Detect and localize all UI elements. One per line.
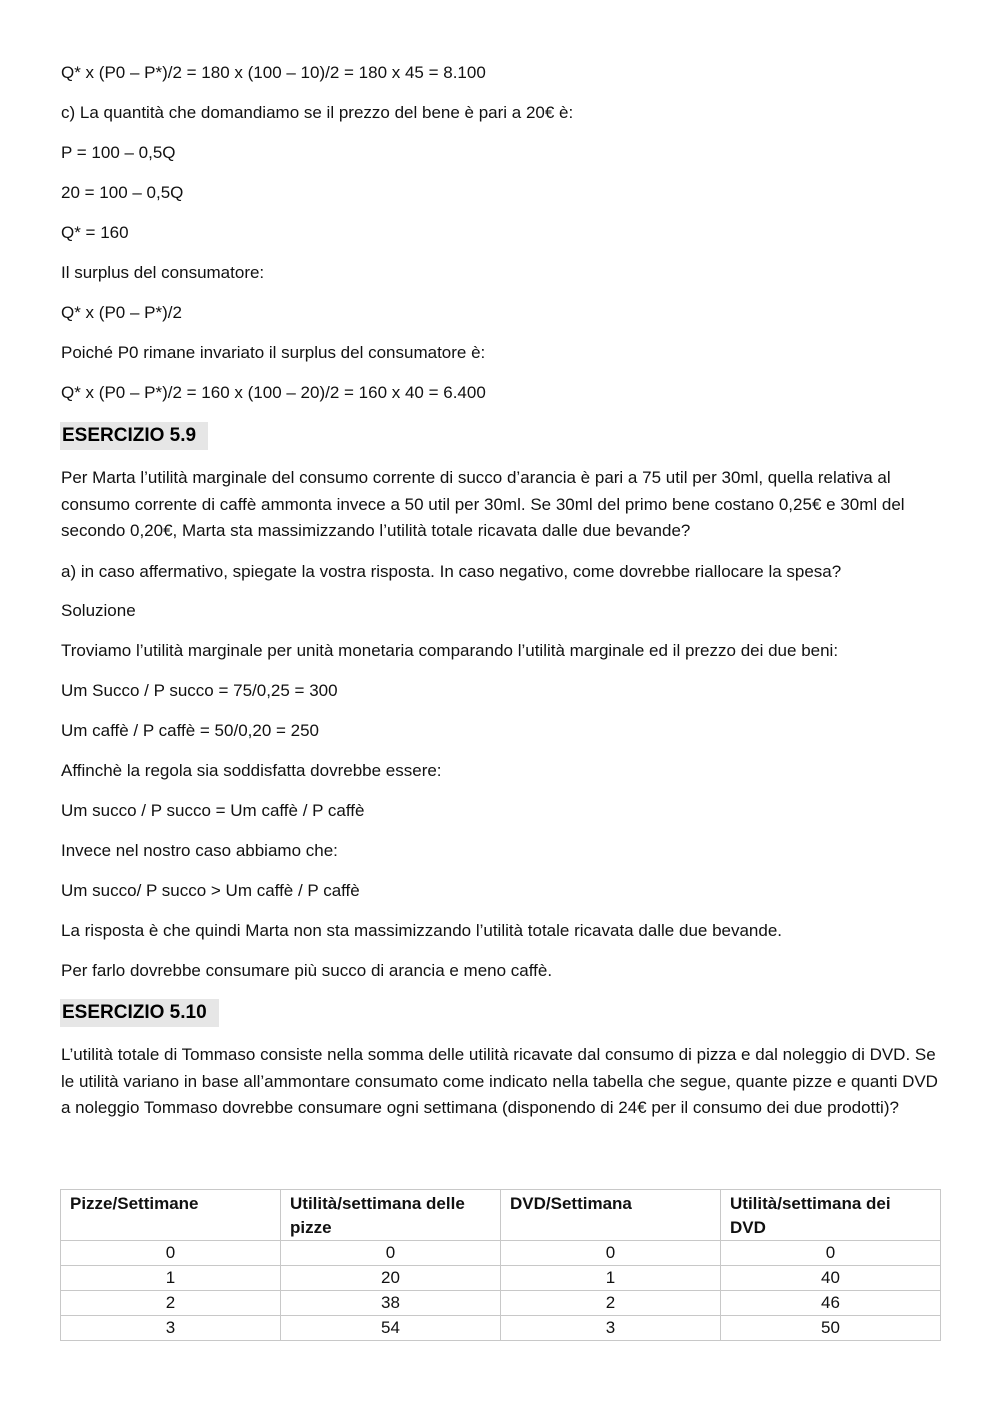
text-line: c) La quantità che domandiamo se il prezzo del bene è pari a 20€ è: <box>61 103 574 122</box>
table-row <box>61 1241 941 1266</box>
table-header-cell: Pizze/Settimane <box>61 1190 281 1241</box>
formula-line: Q* x (P0 – P*)/2 <box>61 303 182 322</box>
table-cell: 54 <box>281 1316 501 1341</box>
question-line: a) in caso affermativo, spiegate la vostra risposta. In caso negativo, come dovrebbe riallocare la spesa? <box>61 562 842 581</box>
text-line: Affinchè la regola sia soddisfatta dovrebbe essere: <box>61 761 442 780</box>
formula-line: Um Succo / P succo = 75/0,25 = 300 <box>61 681 338 700</box>
formula-line: 20 = 100 – 0,5Q <box>61 183 184 202</box>
text-line: Il surplus del consumatore: <box>61 263 265 282</box>
table-header-cell: DVD/Settimana <box>501 1190 721 1241</box>
table-cell: 0 <box>721 1241 941 1266</box>
table-cell: 1 <box>61 1266 281 1291</box>
text-line: Per farlo dovrebbe consumare più succo di arancia e meno caffè. <box>61 961 553 980</box>
table-header-row <box>61 1190 941 1241</box>
text-line: Poiché P0 rimane invariato il surplus del consumatore è: <box>61 343 486 362</box>
formula-line: Um caffè / P caffè = 50/0,20 = 250 <box>61 721 320 740</box>
table-cell: 2 <box>501 1291 721 1316</box>
solution-label: Soluzione <box>61 601 136 620</box>
table-cell: 38 <box>281 1291 501 1316</box>
exercise-heading: ESERCIZIO 5.10 <box>60 999 219 1027</box>
exercise-intro: Per Marta l’utilità marginale del consumo corrente di succo d’arancia è pari a 75 util per 30ml, quella relativa al consumo corrente di caffè ammonta invece a 50 util per 30ml. Se 30ml del primo bene costano 0,25€ e 30ml del secondo 0,20€, Marta sta massimizzando l’utilità totale ricavata dalle due bevande? <box>61 468 905 540</box>
table-cell: 46 <box>721 1291 941 1316</box>
table-cell: 0 <box>281 1241 501 1266</box>
table-cell: 20 <box>281 1266 501 1291</box>
formula-line: Q* x (P0 – P*)/2 = 180 x (100 – 10)/2 = 180 x 45 = 8.100 <box>61 63 486 82</box>
formula-line: Q* = 160 <box>61 223 129 242</box>
exercise-heading: ESERCIZIO 5.9 <box>60 422 208 450</box>
table-cell: 1 <box>501 1266 721 1291</box>
table-cell: 3 <box>61 1316 281 1341</box>
table-row <box>61 1316 941 1341</box>
table-header-cell: Utilità/settimana dei DVD <box>721 1190 941 1241</box>
exercise-intro: L’utilità totale di Tommaso consiste nella somma delle utilità ricavate dal consumo di pizza e dal noleggio di DVD. Se le utilità variano in base all’ammontare consumato come indicato nella tabella che segue, quante pizze e quanti DVD a noleggio Tommaso dovrebbe consumare ogni settimana (disponendo di 24€ per il consumo dei due prodotti)? <box>61 1045 938 1117</box>
table-cell: 0 <box>501 1241 721 1266</box>
table-cell: 50 <box>721 1316 941 1341</box>
text-line: Troviamo l’utilità marginale per unità monetaria comparando l’utilità marginale ed il prezzo dei due beni: <box>61 641 839 660</box>
table-cell: 40 <box>721 1266 941 1291</box>
table-row <box>61 1266 941 1291</box>
formula-line: Q* x (P0 – P*)/2 = 160 x (100 – 20)/2 = 160 x 40 = 6.400 <box>61 383 486 402</box>
formula-line: P = 100 – 0,5Q <box>61 143 176 162</box>
text-line: Invece nel nostro caso abbiamo che: <box>61 841 338 860</box>
table-cell: 2 <box>61 1291 281 1316</box>
text-line: La risposta è che quindi Marta non sta massimizzando l’utilità totale ricavata dalle due bevande. <box>61 921 783 940</box>
table-row <box>61 1291 941 1316</box>
formula-line: Um succo/ P succo > Um caffè / P caffè <box>61 881 360 900</box>
table-header-cell: Utilità/settimana delle pizze <box>281 1190 501 1241</box>
table-cell: 0 <box>61 1241 281 1266</box>
utility-table <box>60 1189 941 1341</box>
table-cell: 3 <box>501 1316 721 1341</box>
formula-line: Um succo / P succo = Um caffè / P caffè <box>61 801 365 820</box>
